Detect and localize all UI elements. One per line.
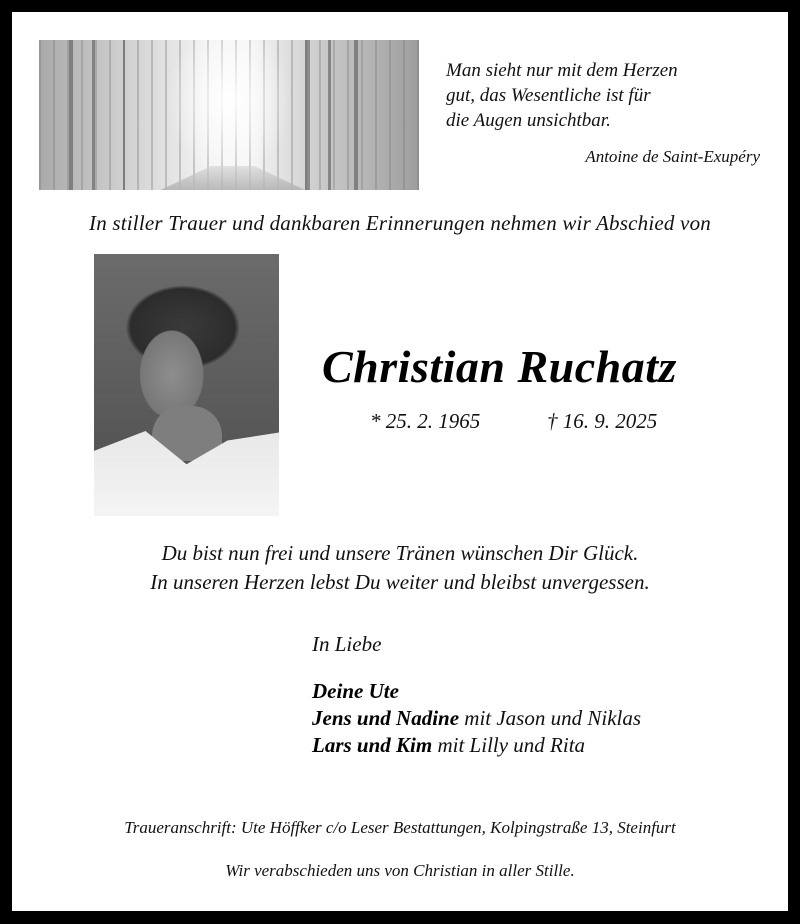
mourning-address: Traueranschrift: Ute Höffker c/o Leser Bestattungen, Kolpingstraße 13, Steinfurt <box>124 818 676 837</box>
quote-line: die Augen unsichtbar. <box>446 110 611 131</box>
forest-image <box>39 40 419 190</box>
verse-line: Du bist nun frei und unsere Tränen wünschen Dir Glück. <box>161 541 639 565</box>
family-row <box>312 678 641 705</box>
death-date: † 16. 9. 2025 <box>547 409 658 433</box>
intro-text: In stiller Trauer und dankbaren Erinnerungen nehmen wir Abschied von <box>89 211 711 235</box>
deceased-name: Christian Ruchatz <box>322 341 677 392</box>
verse <box>12 539 788 597</box>
quote-line: Man sieht nur mit dem Herzen <box>446 60 678 81</box>
family-list <box>312 678 641 759</box>
birth-date: * 25. 2. 1965 <box>370 409 481 433</box>
forest-road <box>161 166 305 190</box>
obituary-notice <box>12 12 788 911</box>
portrait-photo <box>94 254 279 516</box>
family-row <box>312 705 641 732</box>
family-names: Lars und Kim <box>312 733 433 757</box>
family-row <box>312 732 641 759</box>
family-names: Deine Ute <box>312 679 399 703</box>
quote-author: Antoine de Saint-Exupéry <box>585 147 760 166</box>
closing-text: Wir verabschieden uns von Christian in aller Stille. <box>225 861 575 880</box>
quote <box>446 58 766 133</box>
signoff: In Liebe <box>312 632 382 656</box>
family-extra: mit Jason und Niklas <box>459 706 642 730</box>
verse-line: In unseren Herzen lebst Du weiter und bleibst unvergessen. <box>150 570 650 594</box>
family-names: Jens und Nadine <box>312 706 460 730</box>
family-extra: mit Lilly und Rita <box>432 733 586 757</box>
quote-line: gut, das Wesentliche ist für <box>446 85 651 106</box>
